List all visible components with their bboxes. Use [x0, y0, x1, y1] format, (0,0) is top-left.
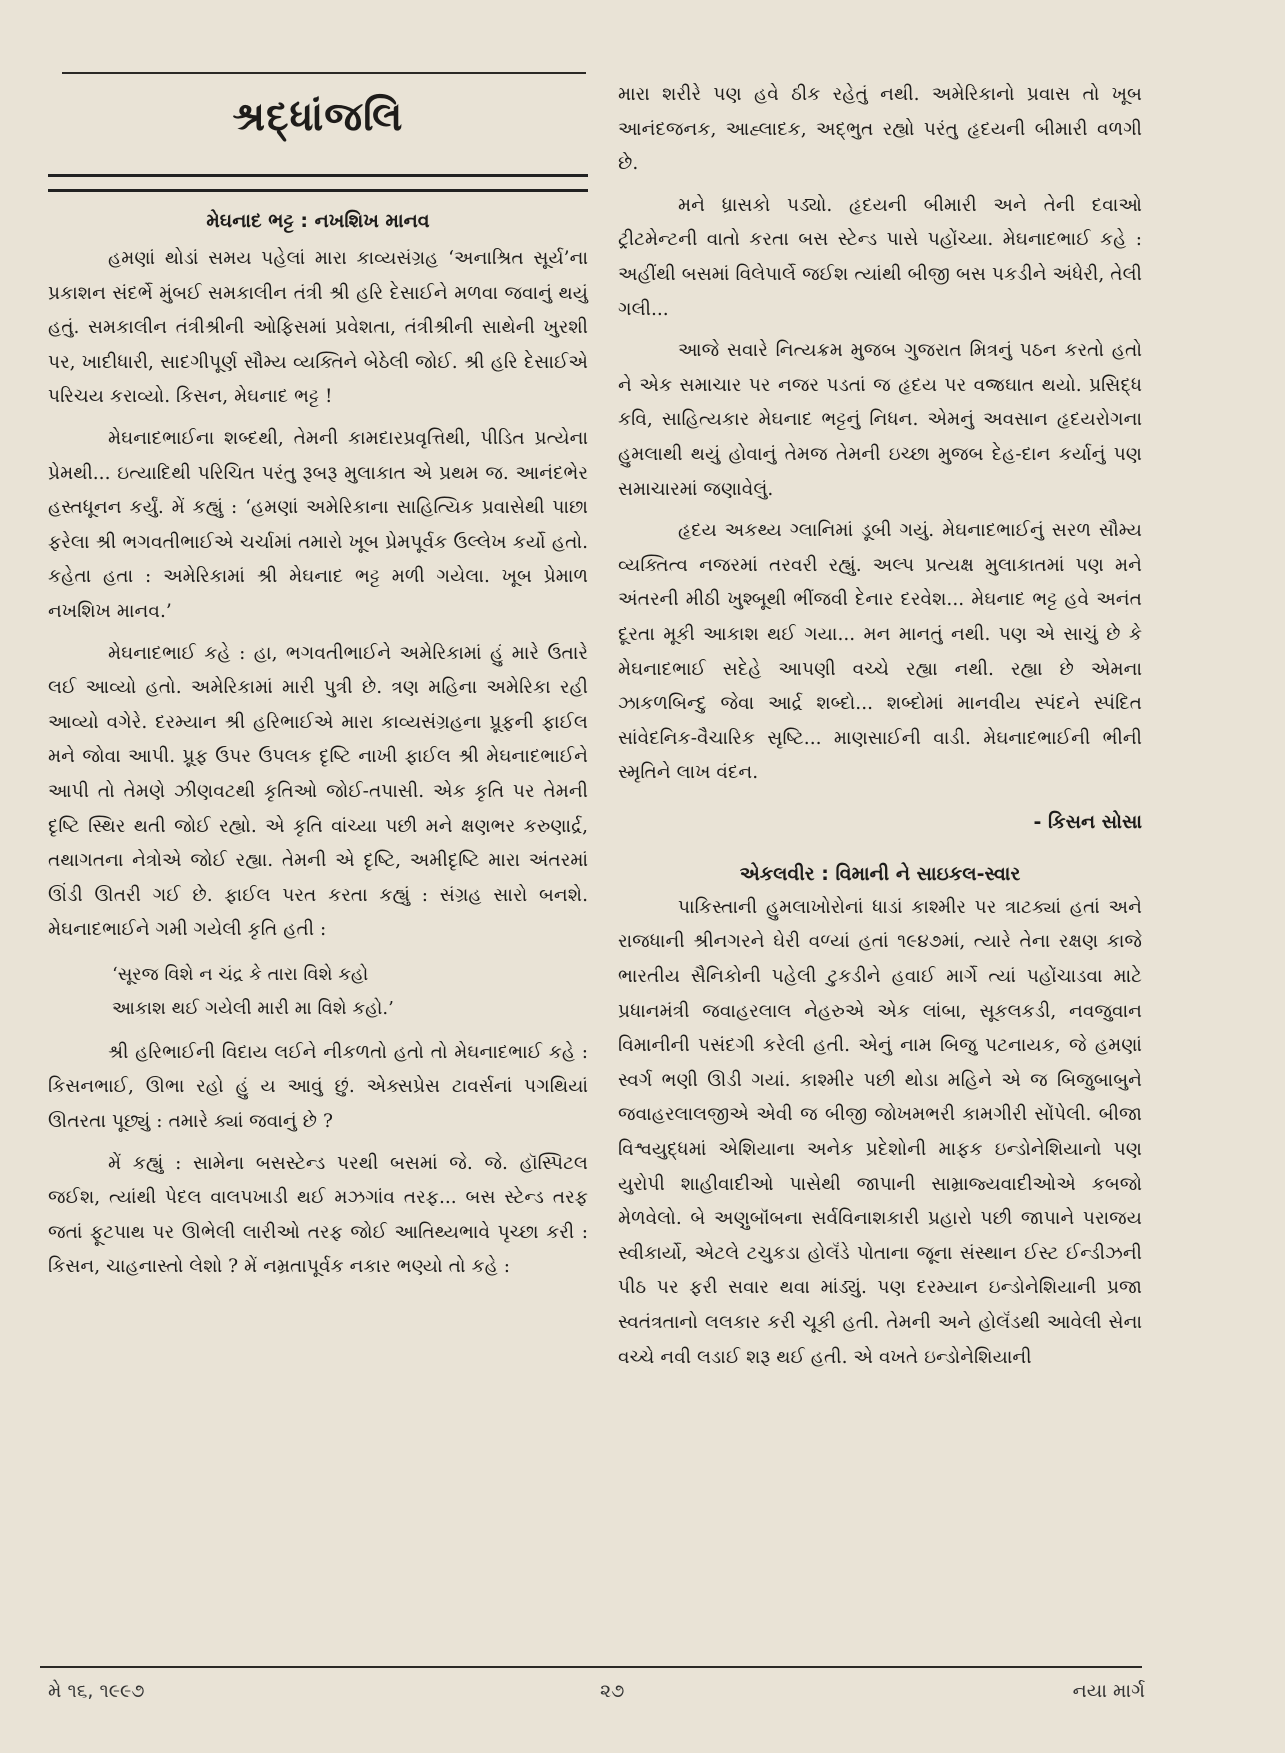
footer-rule [40, 1666, 1142, 1668]
paragraph: હૃદય અકથ્ય ગ્લાનિમાં ડૂબી ગયું. મેઘનાદભાઈનું સરળ સૌમ્ય વ્યક્તિત્વ નજરમાં તરવરી રહ્યું. અલ્પ પ્રત્યક્ષ મુલાકાતમાં પણ મને અંતરની મીઠી ખુશ્બૂથી ભીંજવી દેનાર દરવેશ... મેઘનાદ ભટ્ટ હવે અનંત દૂરતા મૂકી આકાશ થઈ ગયા... મન માનતું નથી. પણ એ સાચું છે કે મેઘનાદભાઈ સદેહે આપણી વચ્ચે રહ્યા નથી. રહ્યા છે એમના ઝાકળબિન્દુ જેવા આર્દ્ર શબ્દો... શબ્દોમાં માનવીય સ્પંદને સ્પંદિત સાંવેદનિક-વૈચારિક સૃષ્ટિ... માણસાઈની વાડી. મેઘનાદભાઈની ભીની સ્મૃતિને લાખ વંદન. [618, 520, 1142, 784]
paragraph: આજે સવારે નિત્યક્રમ મુજબ ગુજરાત મિત્રનું પઠન કરતો હતો ને એક સમાચાર પર નજર પડતાં જ હૃદય પર વજ્રઘાત થયો. પ્રસિદ્ધ કવિ, સાહિત્યકાર મેઘનાદ ભટ્ટનું નિધન. એમનું અવસાન હૃદયરોગના હુમલાથી થયું હોવાનું તેમજ તેમની ઇચ્છા મુજબ દેહ-દાન કર્યાનું પણ સમાચારમાં જણાવેલું. [618, 340, 1142, 500]
paragraph: મારા શરીરે પણ હવે ઠીક રહેતું નથી. અમેરિકાનો પ્રવાસ તો ખૂબ આનંદજનક, આહ્લાદક, અદ્ભુત રહ્યો પરંતુ હૃદયની બીમારી વળગી છે. [618, 84, 1142, 175]
heading-divider [48, 174, 588, 192]
paragraph: શ્રી હરિભાઈની વિદાય લઈને નીકળતો હતો તો મેઘનાદભાઈ કહે : કિસનભાઈ, ઊભા રહો હું ય આવું છું. એક્સપ્રેસ ટાવર્સનાં પગથિયાં ઊતરતા પૂછ્યું : તમારે ક્યાં જવાનું છે ? [48, 1041, 588, 1133]
page-number: ૨૭ [600, 1680, 625, 1702]
paragraph: મેઘનાદભાઈના શબ્દથી, તેમની કામદારપ્રવૃત્તિથી, પીડિત પ્રત્યેના પ્રેમથી... ઇત્યાદિથી પરિચિત પરંતુ રૂબરૂ મુલાકાત એ પ્રથમ જ. આનંદભેર હસ્તધૂનન કર્યું. મેં કહ્યું : ‘હમણાં અમેરિકાના સાહિત્યિક પ્રવાસેથી પાછા ફરેલા શ્રી ભગવતીભાઈએ ચર્ચામાં તમારો ખૂબ પ્રેમપૂર્વક ઉલ્લેખ કર્યો હતો. કહેતા હતા : અમેરિકામાં શ્રી મેઘનાદ ભટ્ટ મળી ગયેલા. ખૂબ પ્રેમાળ નખશિખ માનવ.’ [48, 427, 588, 622]
issue-date: મે ૧૬, ૧૯૯૭ [48, 1680, 145, 1702]
paragraph: મેં કહ્યું : સામેના બસસ્ટેન્ડ પરથી બસમાં જે. જે. હૉસ્પિટલ જઈશ, ત્યાંથી પેદલ વાલપખાડી થઈ મઝગાંવ તરફ... બસ સ્ટેન્ડ તરફ જતાં ફૂટપાથ પર ઊભેલી લારીઓ તરફ જોઈ આતિથ્યભાવે પૃચ્છા કરી : કિસન, ચાહનાસ્તો લેશો ? મેં નમ્રતાપૂર્વક નકાર ભણ્યો તો કહે : [48, 1152, 588, 1278]
right-column [618, 78, 1142, 1382]
magazine-name: નયા માર્ગ [1072, 1680, 1145, 1702]
article-title: મેઘનાદ ભટ્ટ : નખશિખ માનવ [206, 210, 430, 232]
poem-line: ‘સૂરજ વિશે ન ચંદ્ર કે તારા વિશે કહો [112, 963, 369, 985]
paragraph: મને ધ્રાસકો પડ્યો. હૃદયની બીમારી અને તેની દવાઓ ટ્રીટમેન્ટની વાતો કરતા બસ સ્ટેન્ડ પાસે પહોંચ્યા. મેઘનાદભાઈ કહે : અહીંથી બસમાં વિલેપાર્લે જઈશ ત્યાંથી બીજી બસ પકડીને અંધેરી, તેલી ગલી... [618, 194, 1142, 320]
paragraph: પાકિસ્તાની હુમલાખોરોનાં ધાડાં કાશ્મીર પર ત્રાટક્યાં હતાં અને રાજધાની શ્રીનગરને ઘેરી વળ્યાં હતાં ૧૯૪૭માં, ત્યારે તેના રક્ષણ કાજે ભારતીય સૈનિકોની પહેલી ટુકડીને હવાઈ માર્ગે ત્યાં પહોંચાડવા માટે પ્રધાનમંત્રી જવાહરલાલ નેહરુએ એક લાંબા, સૂકલકડી, નવજુવાન વિમાનીની પસંદગી કરેલી હતી. એનું નામ બિજુ પટનાયક, જે હમણાં સ્વર્ગ ભણી ઊડી ગયાં. કાશ્મીર પછી થોડા મહિને એ જ બિજુબાબુને જવાહરલાલજીએ એવી જ બીજી જોખમભરી કામગીરી સોંપેલી. બીજા વિશ્વયુદ્ધમાં એશિયાના અનેક પ્રદેશોની માફક ઇન્ડોનેશિયાનો પણ યુરોપી શાહીવાદીઓ પાસેથી જાપાની સામ્રાજ્યવાદીઓએ કબજો મેળવેલો. બે અણુબૉંબના સર્વવિનાશકારી પ્રહારો પછી જાપાને પરાજય સ્વીકાર્યો, એટલે ટચુકડા હોલૅંડે પોતાના જૂના સંસ્થાન ઈસ્ટ ઈન્ડીઝની પીઠ પર ફરી સવાર થવા માંડ્યું. પણ દરમ્યાન ઇન્ડોનેશિયાની પ્રજા સ્વતંત્રતાનો લલકાર કરી ચૂકી હતી. તેમની અને હોલૅંડથી આવેલી સેના વચ્ચે નવી લડાઈ શરૂ થઈ હતી. એ વખતે ઇન્ડોનેશિયાની [618, 896, 1142, 1368]
poem-quote [48, 958, 588, 1026]
paragraph: મેઘનાદભાઈ કહે : હા, ભગવતીભાઈને અમેરિકામાં હું મારે ઉતારે લઈ આવ્યો હતો. અમેરિકામાં મારી પુત્રી છે. ત્રણ મહિના અમેરિકા રહી આવ્યો વગેરે. દરમ્યાન શ્રી હરિભાઈએ મારા કાવ્યસંગ્રહના પ્રૂફની ફાઈલ મને જોવા આપી. પ્રૂફ ઉપર ઉપલક દૃષ્ટિ નાખી ફાઈલ શ્રી મેઘનાદભાઈને આપી તો તેમણે ઝીણવટથી કૃતિઓ જોઈ-તપાસી. એક કૃતિ પર તેમની દૃષ્ટિ સ્થિર થતી જોઈ રહ્યો. એ કૃતિ વાંચ્યા પછી મને ક્ષણભર કરુણાર્દ્ર, તથાગતના નેત્રોએ જોઈ રહ્યા. તેમની એ દૃષ્ટિ, અમીદૃષ્ટિ મારા અંતરમાં ઊંડી ઊતરી ગઈ છે. ફાઈલ પરત કરતા કહ્યું : સંગ્રહ સારો બનશે. મેઘનાદભાઈને ગમી ગયેલી કૃતિ હતી : [48, 642, 588, 941]
section-heading: શ્રદ્ધાંજલિ [232, 94, 404, 140]
article-title: એકલવીર : વિમાની ને સાઇકલ-સ્વાર [739, 862, 1021, 885]
poem-line: આકાશ થઈ ગયેલી મારી મા વિશે કહો.’ [112, 997, 394, 1019]
paragraph: હમણાં થોડાં સમય પહેલાં મારા કાવ્યસંગ્રહ ‘અનાશ્રિત સૂર્ય’ના પ્રકાશન સંદર્ભે મુંબઈ સમકાલીન તંત્રી શ્રી હરિ દેસાઈને મળવા જવાનું થયું હતું. સમકાલીન તંત્રીશ્રીની ઓફિસમાં પ્રવેશતા, તંત્રીશ્રીની સાથેની ખુરશી પર, ખાદીધારી, સાદગીપૂર્ણ સૌમ્ય વ્યક્તિને બેઠેલી જોઈ. શ્રી હરિ દેસાઈએ પરિચય કરાવ્યો. કિસન, મેઘનાદ ભટ્ટ ! [48, 248, 588, 408]
left-column [48, 72, 588, 1292]
author-signature: - કિસન સોસા [1033, 810, 1142, 833]
